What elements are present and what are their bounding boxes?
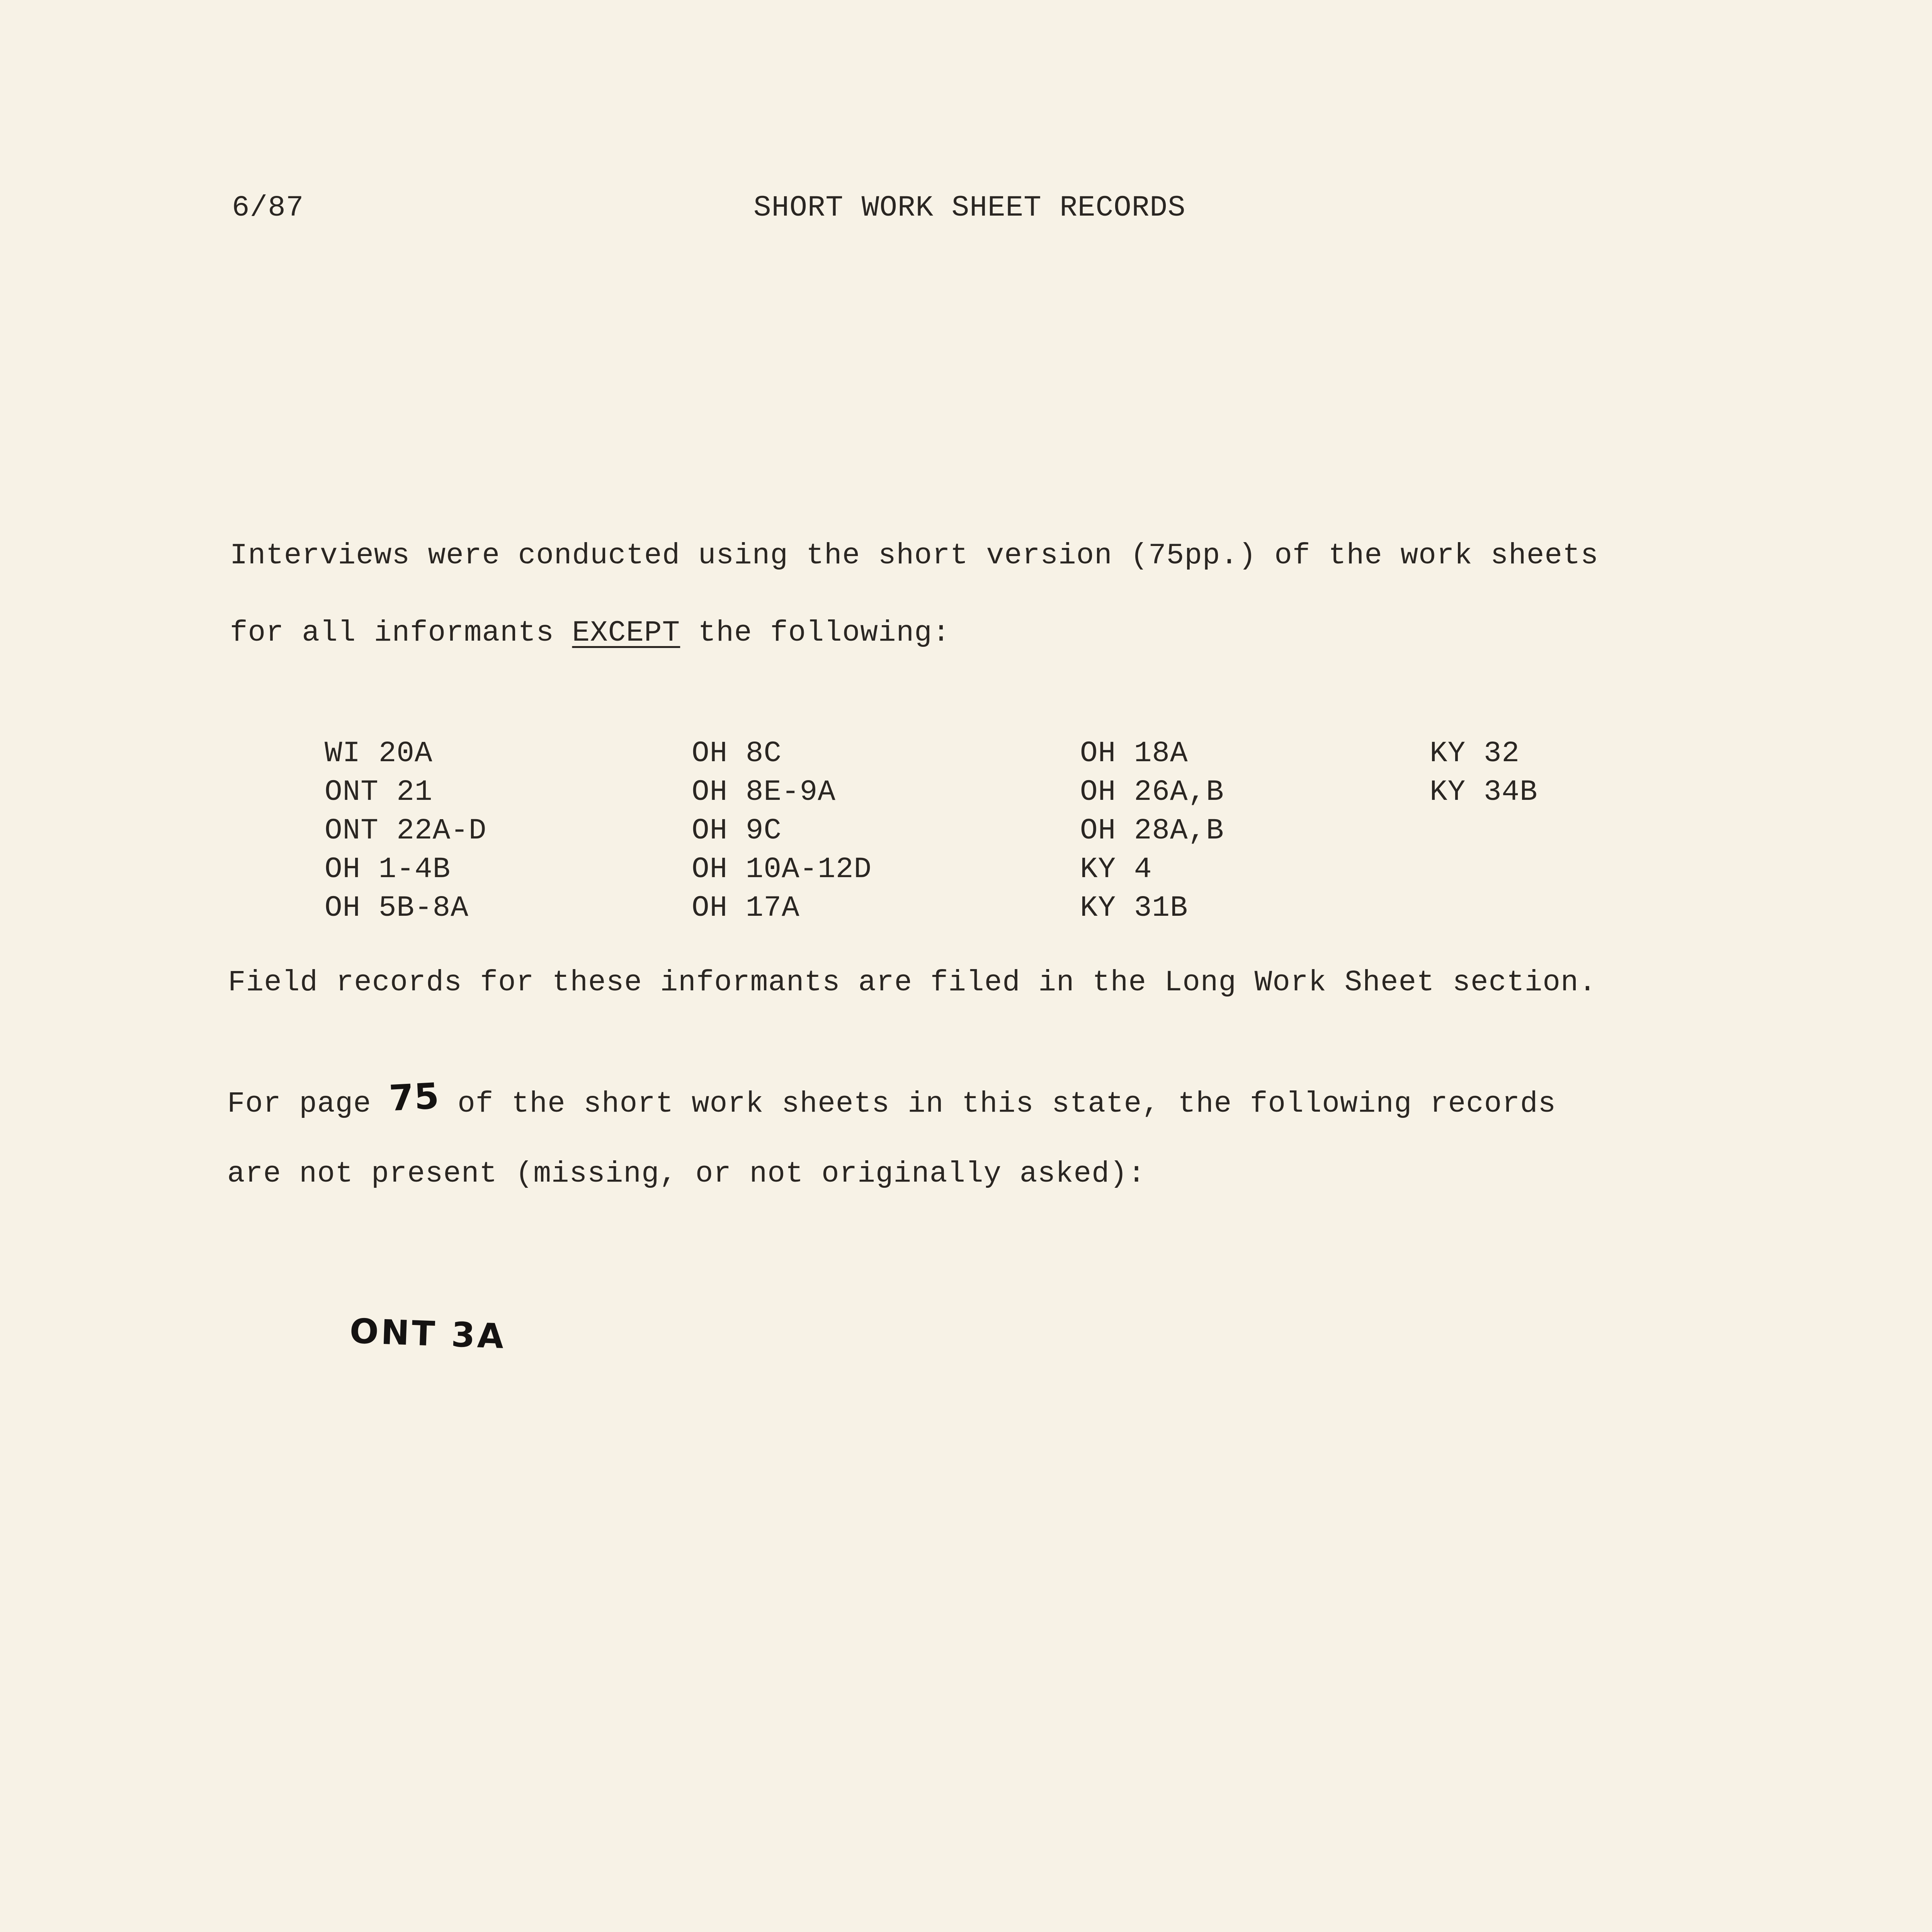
document-title: SHORT WORK SHEET RECORDS <box>753 191 1186 224</box>
exception-column <box>1430 734 1538 811</box>
exception-entry: OH 8C <box>692 737 782 770</box>
intro-text: for all informants <box>230 616 572 650</box>
exception-entry: ONT 21 <box>325 776 433 809</box>
intro-paragraph-line <box>230 618 950 648</box>
exception-entry: OH 8E-9A <box>692 776 836 809</box>
exception-column <box>325 734 486 927</box>
exception-entry: KY 32 <box>1430 737 1520 770</box>
intro-paragraph-line: Interviews were conducted using the short version (75pp.) of the work sheets <box>230 539 1599 572</box>
exception-entry: OH 28A,B <box>1080 814 1224 847</box>
exception-entry: OH 1-4B <box>325 853 451 886</box>
except-emphasis: EXCEPT <box>572 616 680 650</box>
handwritten-missing-record: ONT 3A <box>349 1311 507 1357</box>
exception-entry: OH 26A,B <box>1080 776 1224 809</box>
intro-text: the following: <box>680 616 951 650</box>
exception-column <box>692 734 872 927</box>
exception-entry: OH 9C <box>692 814 782 847</box>
exception-entry: ONT 22A-D <box>325 814 487 847</box>
exception-column <box>1080 734 1224 927</box>
exception-entry: OH 17A <box>692 891 800 925</box>
exception-entry: KY 31B <box>1080 891 1188 925</box>
page-note-line: are not present (missing, or not originally asked): <box>227 1157 1146 1190</box>
exception-entry: OH 5B-8A <box>325 891 469 925</box>
exception-entry: KY 4 <box>1080 853 1152 886</box>
exception-entry: OH 18A <box>1080 737 1188 770</box>
exception-entry: OH 10A-12D <box>692 853 872 886</box>
exception-entry: KY 34B <box>1430 776 1538 809</box>
document-date: 6/87 <box>232 191 304 224</box>
field-records-note: Field records for these informants are filed in the Long Work Sheet section. <box>228 966 1597 999</box>
page-note-text: For page <box>227 1087 389 1121</box>
page-note-line <box>227 1075 1556 1121</box>
handwritten-page-number: 75 <box>388 1075 441 1119</box>
page-note-text: of the short work sheets in this state, the following records <box>439 1087 1556 1121</box>
exception-entry: WI 20A <box>325 737 433 770</box>
